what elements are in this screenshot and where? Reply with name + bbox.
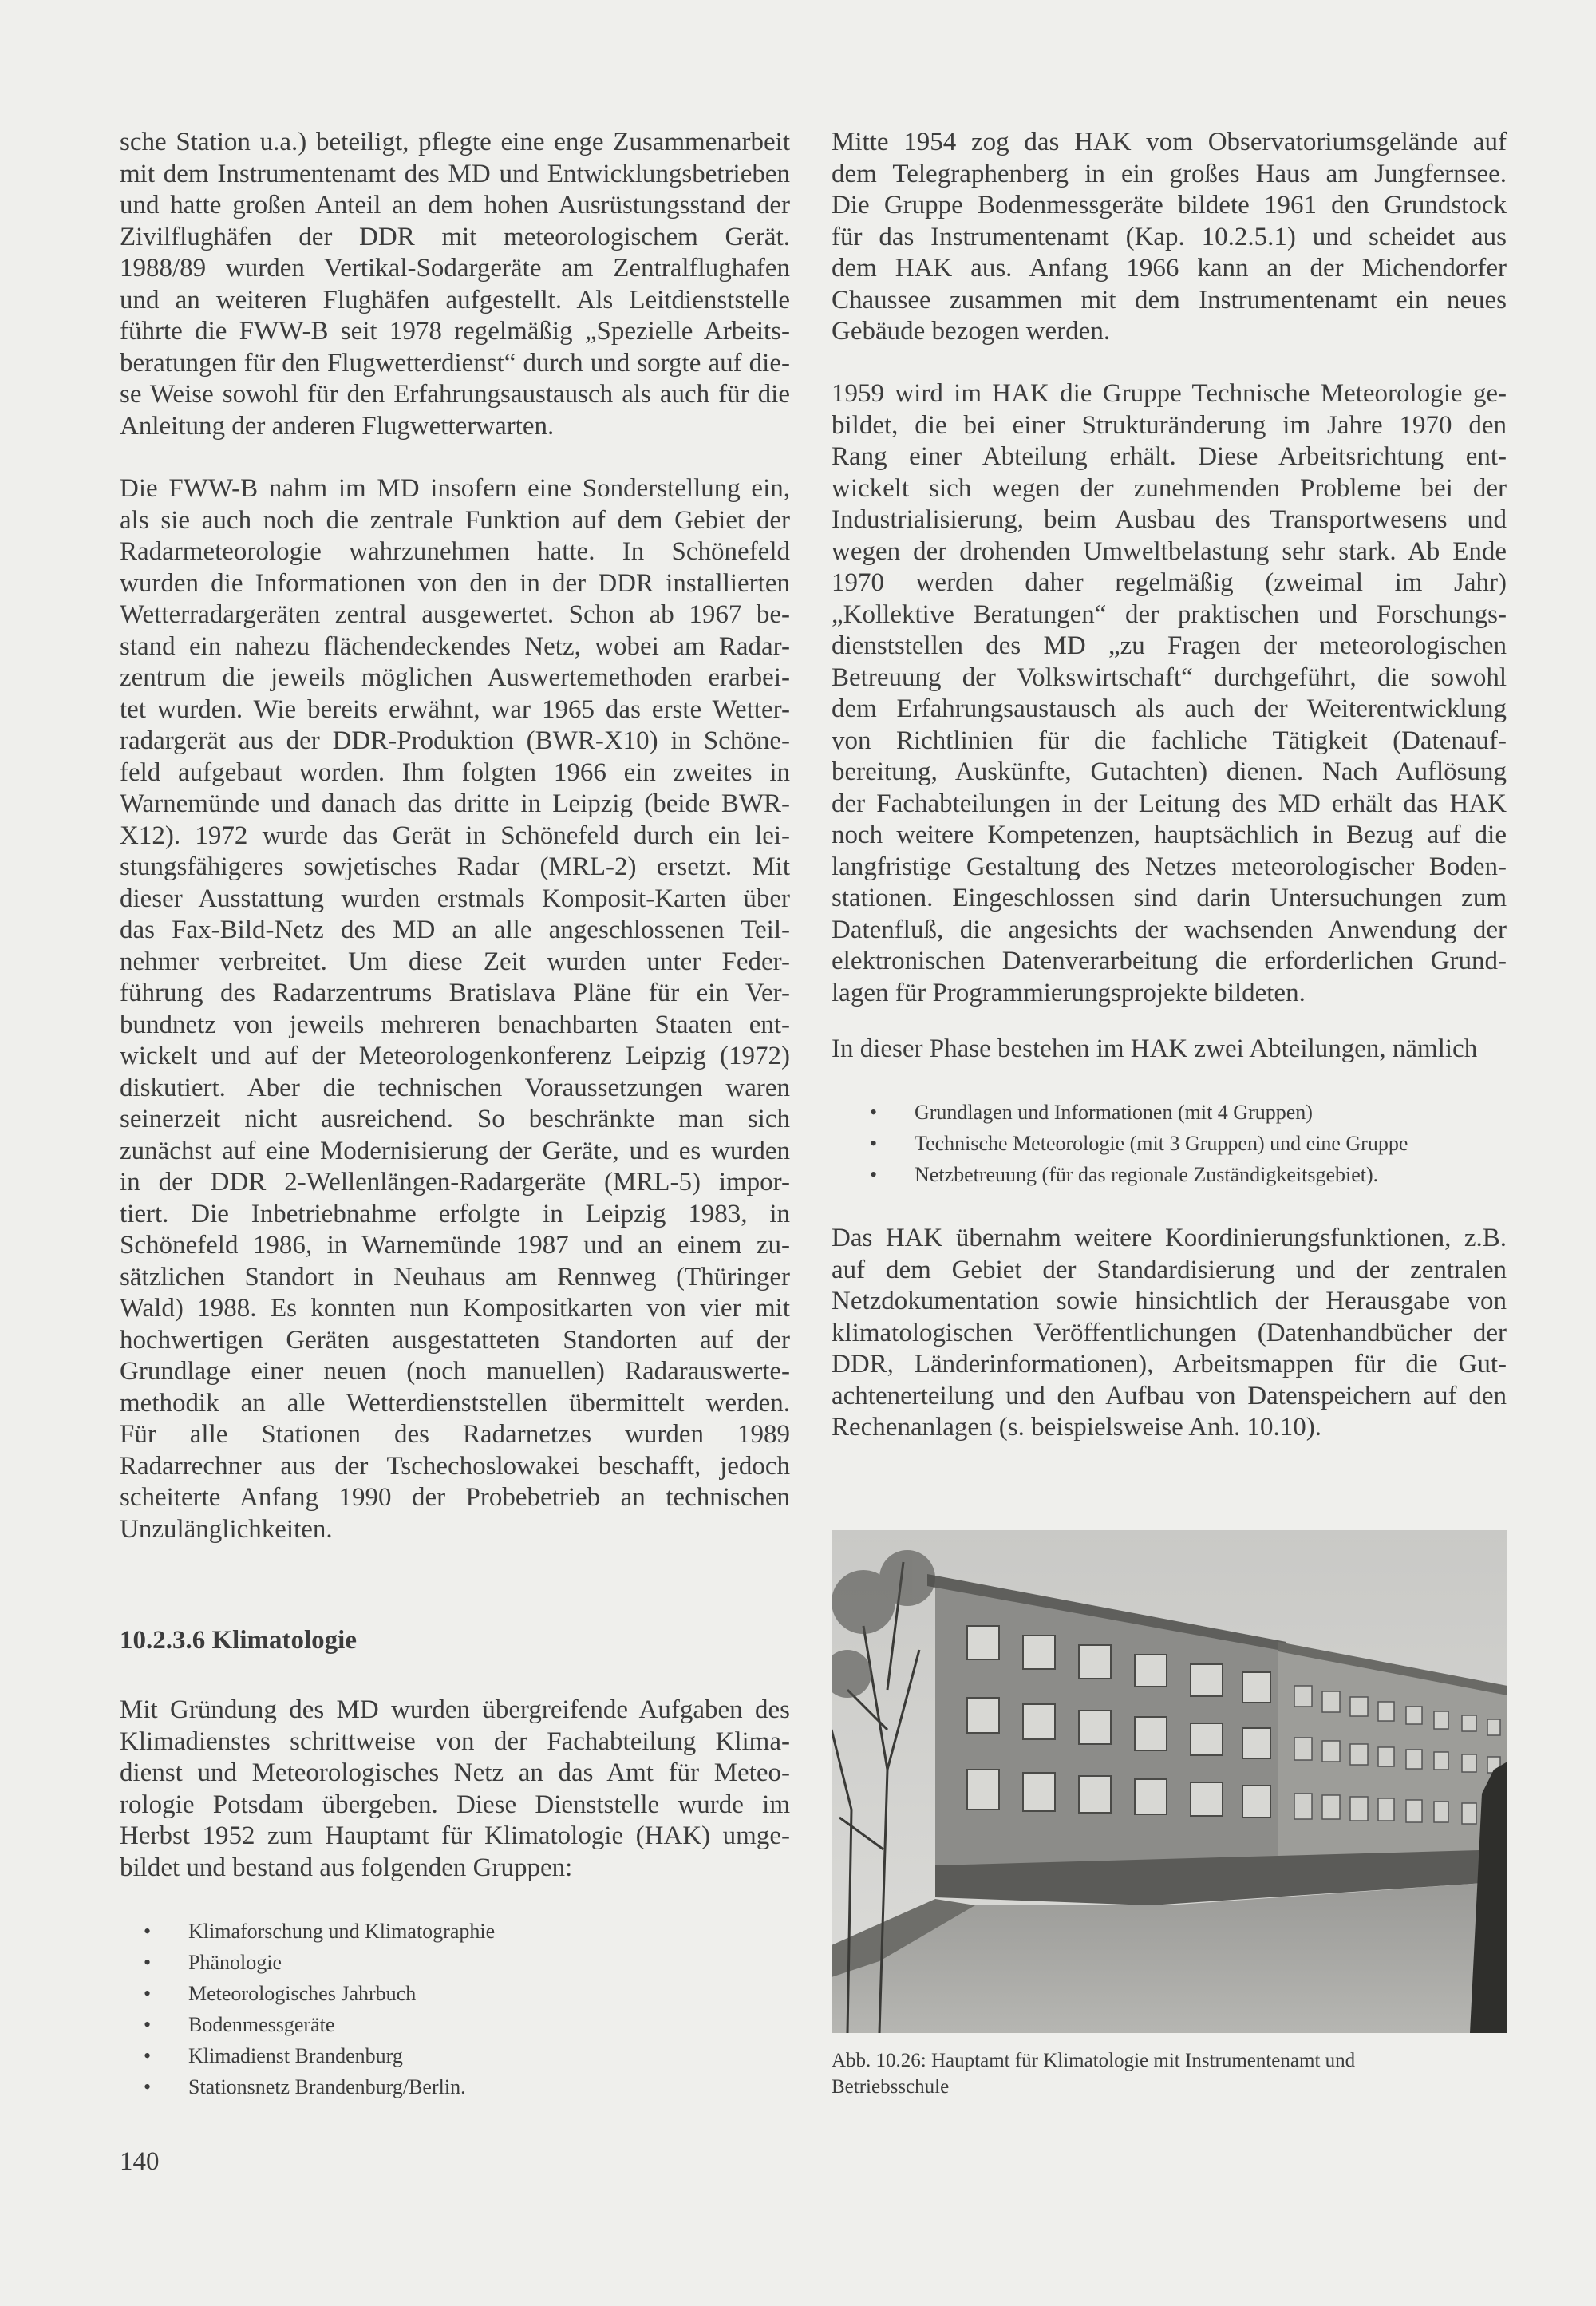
- text-line: mit dem Instrumentenamt des MD und Entwicklungsbetrieben: [120, 159, 790, 188]
- bullet-list-departments: [870, 1097, 1408, 1190]
- text-line: Gebäude bezogen werden.: [832, 317, 1111, 346]
- text-line: Zivilflughäfen der DDR mit meteorologischem Gerät.: [120, 222, 790, 251]
- text-line: Rechenanlagen (s. beispielsweise Anh. 10.10).: [832, 1413, 1322, 1442]
- text-line: elektronischen Datenverarbeitung die erforderlichen Grund-: [832, 947, 1507, 975]
- text-line: sche Station u.a.) beteiligt, pflegte eine enge Zusammenarbeit: [120, 128, 790, 156]
- paragraph-radarmeteorologie: [120, 473, 790, 1545]
- list-item: [870, 1097, 1408, 1128]
- text-line: Datenfluß, die angesichts der wachsenden Anwendung der: [832, 915, 1507, 944]
- text-line: 1988/89 wurden Vertikal-Sodargeräte am Zentralflughafen: [120, 254, 790, 283]
- list-item: [144, 2009, 495, 2040]
- text-line: Radarmeteorologie wahrzunehmen hatte. In Schönefeld: [120, 537, 790, 566]
- text-line: Wetterradargeräten zentral ausgewertet. Schon ab 1967 be-: [120, 600, 790, 629]
- text-line: Unzulänglichkeiten.: [120, 1514, 333, 1544]
- paragraph-koordinierung: [832, 1223, 1507, 1444]
- bullet-icon: •: [870, 1101, 878, 1124]
- text-line: radargerät aus der DDR-Produktion (BWR-X10) in Schöne-: [120, 726, 790, 755]
- page-number: 140: [120, 2147, 160, 2176]
- text-line: Klimadienstes schrittweise von der Fachabteilung Klima-: [120, 1727, 790, 1756]
- text-line: und an weiteren Flughäfen aufgestellt. Als Leitdienststelle: [120, 285, 790, 314]
- text-line: auf dem Gebiet der Standardisierung und der zentralen: [832, 1255, 1507, 1284]
- text-line: wegen der drohenden Umweltbelastung sehr stark. Ab Ende: [832, 536, 1507, 566]
- text-line: stationen. Eingeschlossen sind darin Untersuchungen zum: [832, 884, 1507, 912]
- section-heading: 10.2.3.6 Klimatologie: [120, 1626, 357, 1655]
- text-line: dienststellen des MD „zu Fragen der meteorologischen: [832, 631, 1507, 660]
- text-line: 1959 wird im HAK die Gruppe Technische Meteorologie ge-: [832, 379, 1507, 408]
- list-item-text: Phänologie: [188, 1951, 282, 1974]
- text-line: sätzlichen Standort in Neuhaus am Rennweg (Thüringer: [120, 1262, 790, 1291]
- text-line: und hatte großen Anteil an dem hohen Ausrüstungsstand der: [120, 191, 790, 220]
- text-line: das Fax-Bild-Netz des MD an alle angeschlossenen Teil-: [120, 916, 790, 944]
- bullet-icon: •: [144, 1951, 152, 1974]
- text-line: Für alle Stationen des Radarnetzes wurden 1989: [120, 1420, 790, 1449]
- text-line: wickelt sich wegen der zunehmenden Probleme bei der: [832, 473, 1507, 503]
- text-line: In dieser Phase bestehen im HAK zwei Abteilungen, nämlich: [832, 1034, 1478, 1063]
- text-line: stand ein nahezu flächendeckendes Netz, wobei am Radar-: [120, 631, 790, 661]
- text-line: dem Erfahrungsaustausch als auch der Weiterentwicklung: [832, 694, 1507, 723]
- text-line: bildet und bestand aus folgenden Gruppen:: [120, 1853, 573, 1882]
- bullet-icon: •: [144, 1982, 152, 2005]
- text-line: methodik an alle Wetterdienststellen übermittelt werden.: [120, 1388, 790, 1418]
- text-line: tet wurden. Wie bereits erwähnt, war 1965 das erste Wetter-: [120, 694, 790, 724]
- text-line: noch weitere Kompetenzen, hauptsächlich in Bezug auf die: [832, 821, 1507, 849]
- text-line: 1970 werden daher regelmäßig (zweimal im Jahr): [832, 568, 1507, 597]
- text-line: Schönefeld 1986, in Warnemünde 1987 und an einem zu-: [120, 1231, 790, 1260]
- text-line: Rang einer Abteilung erhält. Diese Arbeitsrichtung ent-: [832, 442, 1507, 471]
- paragraph-hak-umzug: [832, 127, 1507, 348]
- text-line: führung des Radarzentrums Bratislava Pläne für ein Ver-: [120, 979, 790, 1007]
- text-line: Warnemünde und danach das dritte in Leipzig (beide BWR-: [120, 789, 790, 818]
- text-line: dem HAK aus. Anfang 1966 kann an der Michendorfer: [832, 254, 1507, 283]
- text-line: X12). 1972 wurde das Gerät in Schönefeld durch ein lei-: [120, 821, 790, 850]
- text-line: in der DDR 2-Wellenlängen-Radargeräte (MRL-5) impor-: [120, 1168, 790, 1197]
- text-line: wickelt und auf der Meteorologenkonferenz Leipzig (1972): [120, 1042, 790, 1070]
- text-line: von Richtlinien für die fachliche Tätigkeit (Datenauf-: [832, 726, 1507, 755]
- text-line: Betreuung der Volkswirtschaft“ durchgeführt, die sowohl: [832, 663, 1507, 692]
- building-photo: [832, 1530, 1507, 2033]
- paragraph-flugwetterdienst: [120, 127, 790, 442]
- text-line: DDR, Länderinformationen), Arbeitsmappen für die Gut-: [832, 1350, 1507, 1378]
- text-line: dem Telegraphenberg in ein großes Haus am Jungfernsee.: [832, 159, 1507, 188]
- text-line: nehmer verbreitet. Um diese Zeit wurden unter Feder-: [120, 947, 790, 976]
- text-line: rologie Potsdam übergeben. Diese Dienststelle wurde im: [120, 1790, 790, 1819]
- list-item: [144, 1978, 495, 2009]
- text-line: scheiterte Anfang 1990 der Probebetrieb an technischen: [120, 1483, 790, 1512]
- caption-line: Betriebsschule: [832, 2076, 950, 2098]
- text-line: bildet, die bei einer Strukturänderung im Jahre 1970 den: [832, 410, 1507, 440]
- text-line: klimatologischen Veröffentlichungen (Datenhandbücher der: [832, 1318, 1507, 1347]
- text-line: se Weise sowohl für den Erfahrungsaustausch als auch für die: [120, 380, 790, 409]
- list-item: [144, 1947, 495, 1978]
- text-line: achtenerteilung und den Aufbau von Datenspeichern auf den: [832, 1381, 1507, 1410]
- text-line: Mit Gründung des MD wurden übergreifende Aufgaben des: [120, 1695, 790, 1724]
- list-item-text: Stationsnetz Brandenburg/Berlin.: [188, 2075, 466, 2098]
- text-line: Die Gruppe Bodenmessgeräte bildete 1961 den Grundstock: [832, 191, 1507, 220]
- text-line: stungsfähigeres sowjetisches Radar (MRL-2) ersetzt. Mit: [120, 852, 790, 881]
- text-line: Wald) 1988. Es konnten nun Kompositkarten von vier mit: [120, 1294, 790, 1323]
- bullet-list-groups: [144, 1916, 495, 2102]
- bullet-icon: •: [144, 2075, 152, 2098]
- text-line: Industrialisierung, beim Ausbau des Transportwesens und: [832, 505, 1507, 534]
- text-line: Anleitung der anderen Flugwetterwarten.: [120, 411, 555, 441]
- list-item-text: Grundlagen und Informationen (mit 4 Gruppen): [915, 1101, 1313, 1124]
- text-line: Grundlage einer neuen (noch manuellen) Radarauswerte-: [120, 1357, 790, 1386]
- text-line: Herbst 1952 zum Hauptamt für Klimatologie (HAK) umge-: [120, 1821, 790, 1850]
- list-item-text: Technische Meteorologie (mit 3 Gruppen) und eine Gruppe: [915, 1132, 1408, 1155]
- text-line: Mitte 1954 zog das HAK vom Observatoriumsgelände auf: [832, 128, 1507, 156]
- list-item-text: Bodenmessgeräte: [188, 2013, 335, 2036]
- text-line: dieser Ausstattung wurden erstmals Komposit-Karten über: [120, 884, 790, 913]
- figure-caption: [832, 2047, 1507, 2100]
- paragraph-technische-meteorologie: [832, 378, 1507, 1009]
- list-item-text: Meteorologisches Jahrbuch: [188, 1982, 417, 2005]
- text-line: dienst und Meteorologisches Netz an das Amt für Meteo-: [120, 1758, 790, 1787]
- bullet-icon: •: [870, 1132, 878, 1155]
- bullet-icon: •: [870, 1163, 878, 1186]
- list-item-text: Klimaforschung und Klimatographie: [188, 1920, 496, 1943]
- paragraph-abteilungen-intro: [832, 1034, 1507, 1066]
- list-item: [144, 2071, 495, 2102]
- bullet-icon: •: [144, 1920, 152, 1943]
- text-line: der Fachabteilungen in der Leitung des MD erhält das HAK: [832, 789, 1507, 818]
- text-line: Chaussee zusammen mit dem Instrumentenamt ein neues: [832, 285, 1507, 314]
- text-line: Die FWW-B nahm im MD insofern eine Sonderstellung ein,: [120, 474, 790, 503]
- caption-line: Abb. 10.26: Hauptamt für Klimatologie mit Instrumentenamt und: [832, 2050, 1356, 2071]
- text-line: Das HAK übernahm weitere Koordinierungsfunktionen, z.B.: [832, 1224, 1507, 1252]
- text-line: zunächst auf eine Modernisierung der Geräte, und es wurden: [120, 1136, 790, 1165]
- bullet-icon: •: [144, 2044, 152, 2067]
- text-line: langfristige Gestaltung des Netzes meteorologischer Boden-: [832, 852, 1507, 881]
- text-line: bereitung, Auskünfte, Gutachten) dienen. Nach Auflösung: [832, 757, 1507, 786]
- list-item-text: Klimadienst Brandenburg: [188, 2044, 403, 2067]
- list-item: [870, 1159, 1408, 1190]
- text-line: bundnetz von jeweils mehreren benachbarten Staaten ent-: [120, 1010, 790, 1039]
- list-item: [144, 2040, 495, 2071]
- text-line: lagen für Programmierungsprojekte bildeten.: [832, 978, 1306, 1007]
- text-line: tiert. Die Inbetriebnahme erfolgte in Leipzig 1983, in: [120, 1199, 790, 1228]
- text-line: Netzdokumentation sowie hinsichtlich der Herausgabe von: [832, 1287, 1507, 1315]
- list-item: [144, 1916, 495, 1947]
- text-line: wurden die Informationen von den in der DDR installierten: [120, 568, 790, 598]
- list-item-text: Netzbetreuung (für das regionale Zuständigkeitsgebiet).: [915, 1163, 1379, 1186]
- text-line: beratungen für den Flugwetterdienst“ durch und sorgte auf die-: [120, 348, 790, 378]
- text-line: seinerzeit nicht ausreichend. So beschränkte man sich: [120, 1105, 790, 1133]
- text-line: hochwertigen Geräten ausgestatteten Standorten auf der: [120, 1325, 790, 1355]
- text-line: „Kollektive Beratungen“ der praktischen und Forschungs-: [832, 599, 1507, 629]
- text-line: als sie auch noch die zentrale Funktion auf dem Gebiet der: [120, 505, 790, 535]
- text-line: führte die FWW-B seit 1978 regelmäßig „Spezielle Arbeits-: [120, 317, 790, 346]
- text-line: diskutiert. Aber die technischen Voraussetzungen waren: [120, 1073, 790, 1102]
- paragraph-klimatologie-intro: [120, 1695, 790, 1884]
- text-line: zentrum die jeweils möglichen Auswertemethoden erarbei-: [120, 663, 790, 692]
- list-item: [870, 1128, 1408, 1159]
- text-line: feld aufgebaut worden. Ihm folgten 1966 ein zweites in: [120, 757, 790, 787]
- bullet-icon: •: [144, 2013, 152, 2036]
- text-line: für das Instrumentenamt (Kap. 10.2.5.1) und scheidet aus: [832, 222, 1507, 251]
- text-line: Radarrechner aus der Tschechoslowakei beschafft, jedoch: [120, 1451, 790, 1481]
